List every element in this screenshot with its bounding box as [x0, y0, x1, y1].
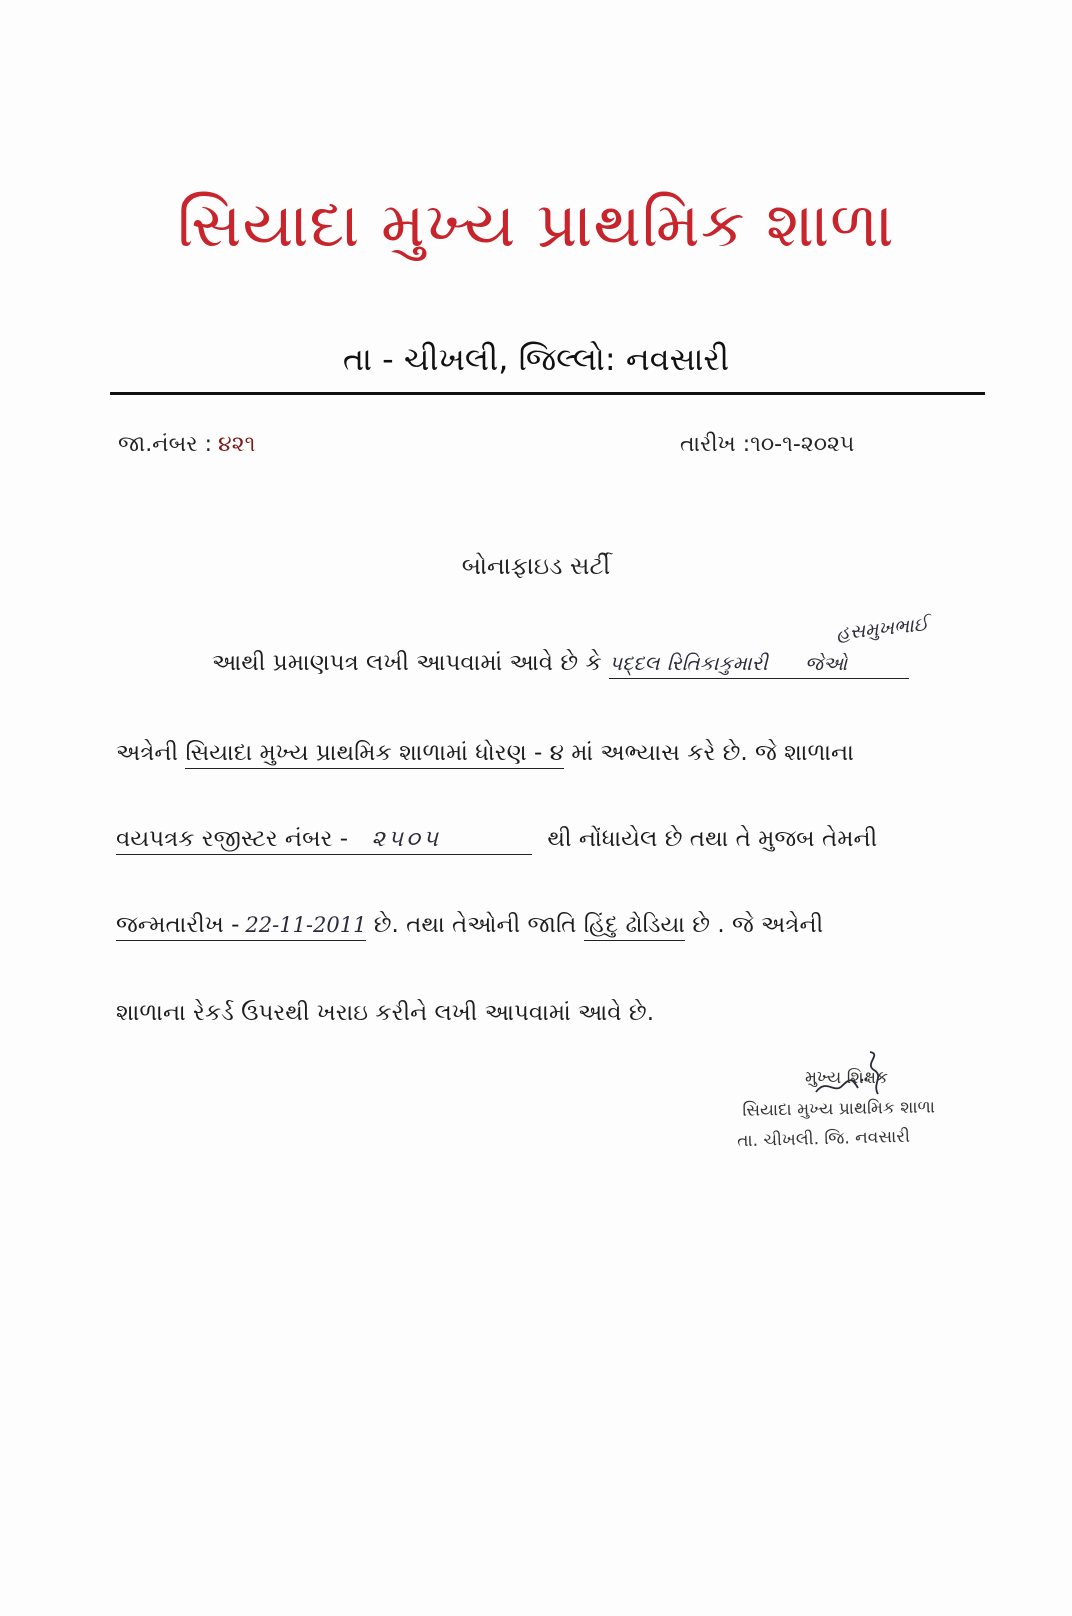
register-label: વયપત્રક રજીસ્ટર નંબર -	[116, 826, 349, 852]
birthdate-label: જન્મતારીખ -	[116, 912, 240, 938]
line2-suffix: માં અભ્યાસ કરે છે. જે શાળાના	[571, 740, 854, 766]
register-number: ૨૫૦૫	[371, 826, 441, 852]
certificate-line-2	[116, 740, 854, 769]
certificate-line-3	[116, 826, 877, 855]
issue-date: તારીખ :૧૦-૧-૨૦૨૫	[680, 432, 855, 457]
signature-place: તા. ચીખલી. જિ. નવસારી	[736, 1126, 911, 1152]
certificate-line-4	[116, 912, 823, 941]
birthdate: 22-11-2011	[245, 913, 367, 937]
certificate-line-5: શાળાના રેકર્ડ ઉપરથી ખરાઇ કરીને લખી આપવામાં આવે છે.	[116, 1000, 655, 1026]
line2-prefix: અત્રેની	[116, 740, 179, 766]
school-location: તા - ચીખલી, જિલ્લો: નવસારી	[342, 340, 730, 378]
register-blank	[116, 826, 532, 855]
header-divider	[110, 392, 985, 395]
certificate-line-1	[212, 650, 909, 679]
line1-suffix: જેઓ	[805, 653, 848, 675]
caste: હિંદુ ઢોડિયા	[584, 912, 685, 941]
reference-label: જા.નંબર :	[118, 432, 213, 457]
school-name-title: સિયાદા મુખ્ય પ્રાથમિક શાળા	[177, 188, 895, 261]
signature-school: સિયાદા મુખ્ય પ્રાથમિક શાળા	[742, 1097, 936, 1121]
line1-text: આથી પ્રમાણપત્ર લખી આપવામાં આવે છે કે	[212, 650, 602, 676]
line3-suffix: થી નોંધાયેલ છે તથા તે મુજબ તેમની	[547, 826, 878, 852]
line1-hw-prefix: પદ્દલ	[609, 651, 660, 675]
line4-suffix: છે . જે અત્રેની	[692, 912, 824, 938]
signature-title: મુખ્ય શિક્ષક	[805, 1068, 888, 1088]
student-name-blank	[609, 650, 909, 679]
student-name: રિતિકાકુમારી	[666, 651, 768, 675]
father-name-handwritten: હસમુખભાઈ	[835, 613, 930, 645]
reference-number	[118, 432, 255, 457]
birthdate-blank	[116, 912, 366, 941]
line4-mid: છે. તથા તેઓની જાતિ	[373, 912, 577, 938]
school-class-blank: સિયાદા મુખ્ય પ્રાથમિક શાળામાં ધોરણ - ૪	[185, 740, 563, 769]
reference-value: ૪૨૧	[218, 432, 256, 457]
certificate-heading: બોનાફાઇડ સર્ટી	[461, 552, 611, 580]
